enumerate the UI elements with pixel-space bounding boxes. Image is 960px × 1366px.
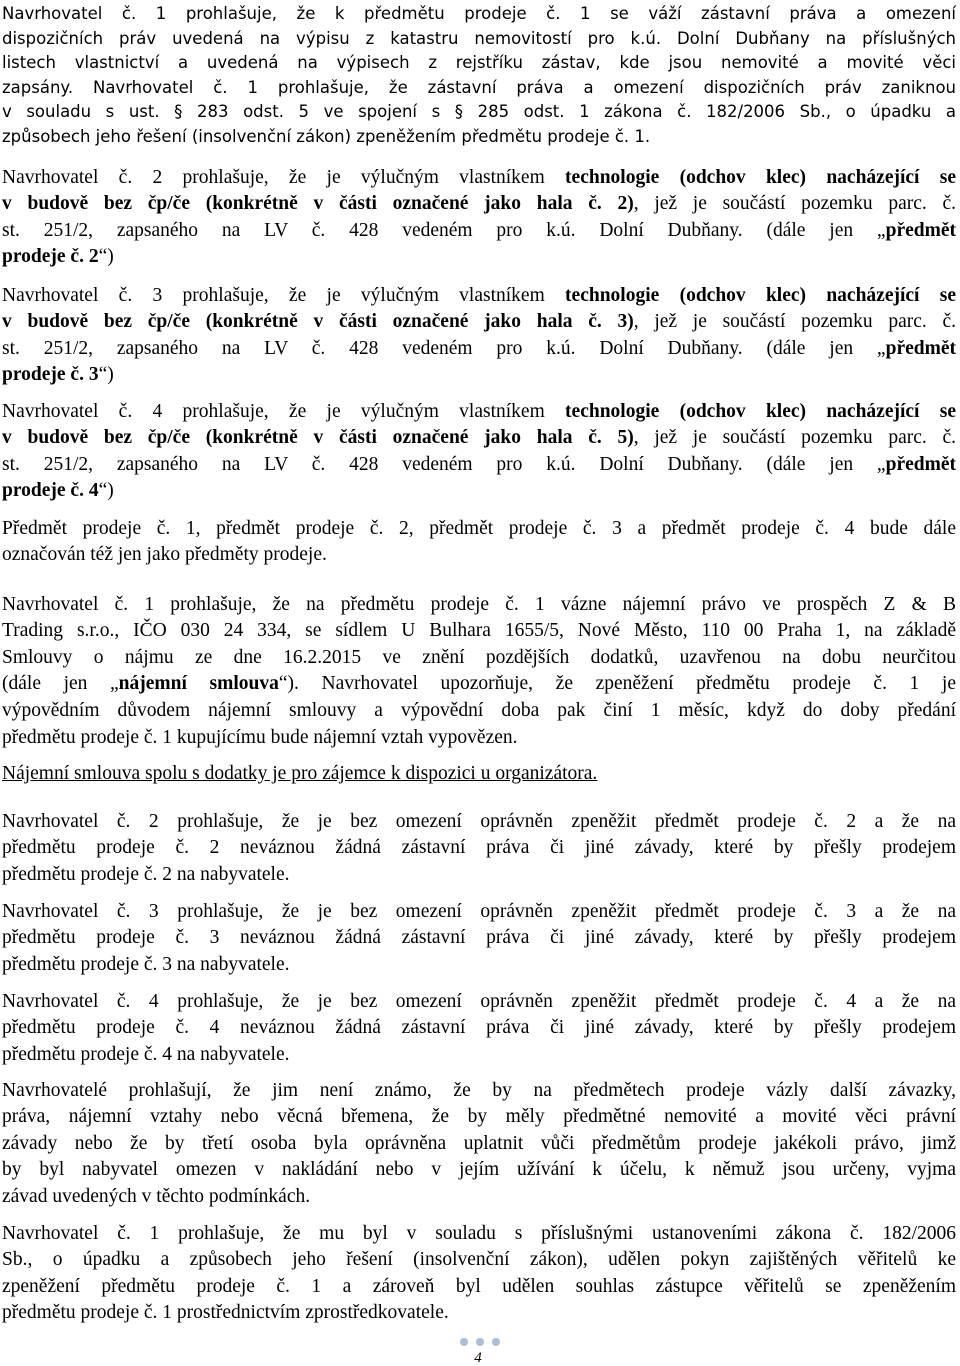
- text-line: [2, 618, 956, 645]
- text-line: [2, 1131, 956, 1158]
- text-line: [2, 592, 956, 619]
- page-number: 4: [474, 1350, 482, 1366]
- text-run: “): [98, 364, 114, 386]
- text-line: [2, 76, 956, 101]
- text-line: [2, 165, 956, 192]
- text-run: Navrhovatel č. 4 prohlašuje, že je výlučným vlastníkem: [2, 400, 566, 422]
- text-line: [2, 925, 956, 952]
- paragraph-subject-4-ownership: [2, 399, 956, 505]
- text-line: [2, 1157, 956, 1184]
- text-line: [2, 542, 956, 569]
- text-line: [2, 645, 956, 672]
- text-line: [2, 809, 956, 836]
- text-line: [2, 516, 956, 543]
- text-line: [2, 362, 956, 389]
- text-run: způsobech jeho řešení (insolvenční zákon) zpeněžením předmětu prodeje č. 1.: [2, 126, 651, 146]
- paragraph-subject-3-encumbrances: [2, 899, 956, 979]
- text-line: [2, 283, 956, 310]
- text-run: Navrhovatel č. 1 prohlašuje, že k předmětu prodeje č. 1 se váží zástavní práva a omezení: [2, 4, 956, 23]
- text-run: předmětu prodeje č. 1 kupujícímu bude nájemní vztah vypovězen.: [2, 726, 518, 748]
- paragraph-subject-2-encumbrances: [2, 809, 956, 889]
- underlined-text: Nájemní smlouva spolu s dodatky je pro zájemce k dispozici u organizátora.: [2, 762, 598, 784]
- text-line: [2, 835, 956, 862]
- dot-icon: [460, 1338, 468, 1346]
- text-line: [2, 399, 956, 426]
- text-line: [2, 1015, 956, 1042]
- bold-text: prodeje č. 4: [2, 480, 99, 502]
- text-run: Navrhovatelé prohlašují, že jim není známo, že by na předmětech prodeje vázly další závazky,: [2, 1079, 956, 1101]
- bold-text: v budově bez čp/če (konkrétně v části označené jako hala č. 3): [2, 311, 634, 333]
- paragraph-subject-4-encumbrances: [2, 989, 956, 1069]
- text-line: [2, 452, 956, 479]
- text-run: výpovědním důvodem nájemní smlouvy a výpovědní doba pak činí 1 měsíc, když do doby předání: [2, 700, 956, 722]
- text-run: Navrhovatel č. 1 prohlašuje, že mu byl v souladu s příslušnými ustanoveními zákona č. 182/2006: [2, 1222, 956, 1244]
- text-line: [2, 336, 956, 363]
- text-line: [2, 761, 956, 788]
- bold-text: v budově bez čp/če (konkrétně v části označené jako hala č. 2): [2, 193, 634, 215]
- text-line: [2, 1300, 956, 1327]
- text-line: [2, 1247, 956, 1274]
- text-line: [2, 51, 956, 76]
- text-line: [2, 191, 956, 218]
- paragraph-subject-3-ownership: [2, 283, 956, 389]
- text-line: [2, 1221, 956, 1248]
- text-line: [2, 862, 956, 889]
- page-dots-decoration: [460, 1338, 500, 1346]
- bold-text: prodeje č. 3: [2, 364, 99, 386]
- text-line: [2, 244, 956, 271]
- text-run: Trading s.r.o., IČO 030 24 334, se sídlem U Bulhara 1655/5, Nové Město, 110 00 Praha 1, na základě: [2, 620, 956, 642]
- bold-text: v budově bez čp/če (konkrétně v části označené jako hala č. 5): [2, 427, 634, 449]
- bold-text: předmět: [885, 219, 956, 241]
- bold-text: předmět: [885, 337, 956, 359]
- text-line: [2, 1274, 956, 1301]
- text-run: Smlouvy o nájmu ze dne 16.2.2015 ve znění pozdějších dodatků, uzavřenou na dobu neurčitou: [2, 646, 956, 668]
- bold-text: předmět: [885, 453, 956, 475]
- text-line: [2, 27, 956, 52]
- bold-text: technologie (odchov klec) nacházející se: [565, 400, 956, 422]
- text-run: by byl nabyvatel omezen v nakládání nebo v jejím užívání k účelu, k němuž jsou určeny, vyjma: [2, 1159, 956, 1181]
- text-run: “). Navrhovatel upozorňuje, že zpeněžení předmětu prodeje č. 1 je: [278, 673, 956, 695]
- text-run: st. 251/2, zapsaného na LV č. 428 vedeném pro k.ú. Dolní Dubňany. (dále jen „: [2, 337, 886, 359]
- text-run: zpeněžení předmětu prodeje č. 1 a zároveň byl udělen souhlas zástupce věřitelů se zpeněžením: [2, 1275, 956, 1297]
- text-run: Navrhovatel č. 1 prohlašuje, že na předmětu prodeje č. 1 vázne nájemní právo ve prospěch Z & B: [2, 593, 956, 615]
- text-run: práva, nájemní vztahy nebo věcná břemena, že by měly předmětné nemovité a movité věci právní: [2, 1106, 956, 1128]
- text-line: [2, 309, 956, 336]
- text-run: závady nebo že by třetí osoba byla oprávněna uplatnit vůči předmětům prodeje jakékoli právo, jimž: [2, 1132, 956, 1154]
- paragraph-subject-2-ownership: [2, 165, 956, 271]
- paragraph-no-known-obligations: [2, 1078, 956, 1211]
- text-line: [2, 698, 956, 725]
- text-run: , jež je součástí pozemku parc. č.: [633, 427, 956, 449]
- text-line: [2, 671, 956, 698]
- text-run: Sb., o úpadku a způsobech jeho řešení (insolvenční zákon), udělen pokyn zajištěných věřitelů ke: [2, 1249, 956, 1271]
- text-line: [2, 100, 956, 125]
- text-run: označován též jen jako předměty prodeje.: [2, 544, 327, 566]
- text-run: zapsány. Navrhovatel č. 1 prohlašuje, že zástavní práva a omezení dispozičních práv zaniknou: [2, 77, 956, 97]
- text-run: Navrhovatel č. 3 prohlašuje, že je výlučným vlastníkem: [2, 284, 566, 306]
- text-run: , jež je součástí pozemku parc. č.: [633, 311, 956, 333]
- text-run: “): [98, 246, 114, 268]
- text-run: Předmět prodeje č. 1, předmět prodeje č. 2, předmět prodeje č. 3 a předmět prodeje č. 4 bude dále: [2, 517, 956, 539]
- text-run: v souladu s ust. § 283 odst. 5 ve spojení s § 285 odst. 1 zákona č. 182/2006 Sb., o úpadku a: [2, 102, 956, 122]
- bold-text: nájemní smlouva: [118, 673, 279, 695]
- text-run: dispozičních práv uvedená na výpisu z katastru nemovitostí pro k.ú. Dolní Dubňany na příslušných: [2, 28, 956, 48]
- text-line: [2, 218, 956, 245]
- paragraph-subjects-definition: [2, 516, 956, 569]
- text-line: [2, 899, 956, 926]
- bold-text: prodeje č. 2: [2, 246, 99, 268]
- text-run: st. 251/2, zapsaného na LV č. 428 vedeném pro k.ú. Dolní Dubňany. (dále jen „: [2, 453, 886, 475]
- text-run: listech vlastnictví a uvedená na výpisech z rejstříku zástav, kde jsou nemovité a movité věci: [2, 53, 956, 73]
- text-run: Navrhovatel č. 2 prohlašuje, že je výlučným vlastníkem: [2, 166, 566, 188]
- text-run: předmětu prodeje č. 3 na nabyvatele.: [2, 953, 290, 975]
- text-line: [2, 725, 956, 752]
- dot-icon: [476, 1338, 484, 1346]
- text-run: předmětu prodeje č. 2 na nabyvatele.: [2, 863, 290, 885]
- text-line: [2, 125, 956, 150]
- text-run: “): [98, 480, 114, 502]
- text-line: [2, 1042, 956, 1069]
- text-run: Navrhovatel č. 2 prohlašuje, že je bez omezení oprávněn zpeněžit předmět prodeje č. 2 a že na: [2, 810, 956, 832]
- text-run: předmětu prodeje č. 4 neváznou žádná zástavní práva či jiné závady, které by přešly prodejem: [2, 1017, 956, 1039]
- text-run: předmětu prodeje č. 4 na nabyvatele.: [2, 1043, 290, 1065]
- text-run: st. 251/2, zapsaného na LV č. 428 vedeném pro k.ú. Dolní Dubňany. (dále jen „: [2, 219, 886, 241]
- text-run: předmětu prodeje č. 2 neváznou žádná zástavní práva či jiné závady, které by přešly prodejem: [2, 837, 956, 859]
- text-line: [2, 989, 956, 1016]
- text-line: [2, 2, 956, 27]
- text-line: [2, 1078, 956, 1105]
- text-run: , jež je součástí pozemku parc. č.: [633, 193, 956, 215]
- bold-text: technologie (odchov klec) nacházející se: [565, 166, 956, 188]
- text-run: předmětu prodeje č. 3 neváznou žádná zástavní práva či jiné závady, které by přešly prodejem: [2, 927, 956, 949]
- paragraph-lease-right: [2, 592, 956, 752]
- bold-text: technologie (odchov klec) nacházející se: [565, 284, 956, 306]
- dot-icon: [492, 1338, 500, 1346]
- text-run: Navrhovatel č. 4 prohlašuje, že je bez omezení oprávněn zpeněžit předmět prodeje č. 4 a že na: [2, 990, 956, 1012]
- paragraph-pledge-rights: [2, 2, 956, 150]
- text-run: předmětu prodeje č. 1 prostřednictvím zprostředkovatele.: [2, 1302, 449, 1324]
- text-run: Navrhovatel č. 3 prohlašuje, že je bez omezení oprávněn zpeněžit předmět prodeje č. 3 a že na: [2, 900, 956, 922]
- text-line: [2, 952, 956, 979]
- lease-availability-note: [2, 761, 956, 788]
- text-line: [2, 1104, 956, 1131]
- text-line: [2, 1184, 956, 1211]
- paragraph-insolvency-consent: [2, 1221, 956, 1327]
- text-line: [2, 425, 956, 452]
- text-run: závad uvedených v těchto podmínkách.: [2, 1186, 311, 1208]
- text-run: (dále jen „: [2, 673, 119, 695]
- text-line: [2, 478, 956, 505]
